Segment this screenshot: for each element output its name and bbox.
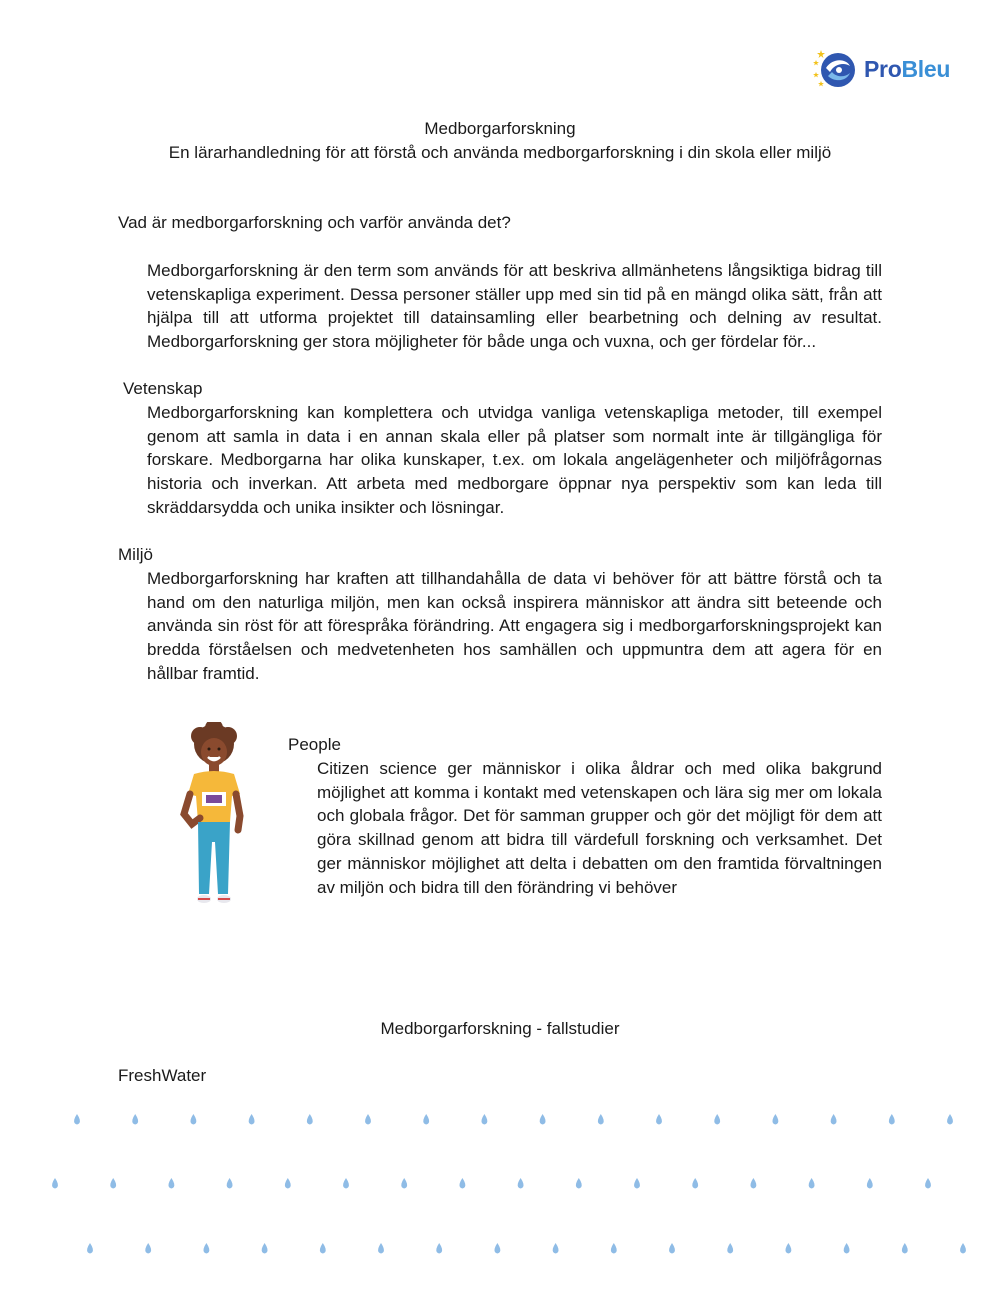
- water-drop-icon: [203, 1243, 209, 1254]
- water-drop-icon: [867, 1178, 873, 1189]
- people-heading: People: [288, 735, 341, 754]
- water-drop-icon: [190, 1114, 196, 1125]
- document-subtitle: En lärarhandledning för att förstå och använda medborgarforskning i din skola eller miljö: [168, 143, 832, 162]
- water-drop-icon: [844, 1243, 850, 1254]
- water-drop-icon: [145, 1243, 151, 1254]
- water-drops-decoration: [0, 1100, 1000, 1280]
- water-drop-icon: [611, 1243, 617, 1254]
- water-drop-icon: [87, 1243, 93, 1254]
- water-drop-icon: [518, 1178, 524, 1189]
- logo-text-pro: Pro: [864, 55, 902, 82]
- logo-text-bleu: Bleu: [901, 55, 951, 82]
- document-title: Medborgarforskning: [424, 119, 576, 138]
- water-drop-icon: [227, 1178, 233, 1189]
- people-paragraph: Citizen science ger människor i olika åldrar och med olika bakgrund möjlighet att komma i kontakt med vetenskapen och lära sig mer om lokala och globala frågor. Det för samman grupper och gör det möjligt för dem att göra skillnad genom att bidra till värdefull forskning och verksamhet. Det ger människor möjlighet att delta i debatten om den framtida förvaltningen av miljön och bidra till den förändring vi behöver: [317, 759, 882, 897]
- water-drop-icon: [540, 1114, 546, 1125]
- water-drop-icon: [947, 1114, 953, 1125]
- water-drop-icon: [714, 1114, 720, 1125]
- water-drop-icon: [925, 1178, 931, 1189]
- environment-heading: Miljö: [118, 545, 153, 564]
- water-drop-icon: [902, 1243, 908, 1254]
- environment-paragraph: Medborgarforskning har kraften att tillhandahålla de data vi behöver för att bättre förstå och ta hand om den naturliga miljön, men kan också inspirera människor att ändra sitt beteende och använda sin röst för att förespråka förändring. Att engagera sig i medborgarforskningsprojekt kan bredda förståelsen och medvetenheten hos samhällen och uppmuntra dem att agera för en hållbar framtid.: [147, 569, 882, 683]
- science-heading: Vetenskap: [123, 379, 203, 398]
- water-drop-icon: [285, 1178, 291, 1189]
- water-drop-icon: [809, 1178, 815, 1189]
- water-drop-icon: [750, 1178, 756, 1189]
- water-drop-icon: [459, 1178, 465, 1189]
- water-drop-icon: [307, 1114, 313, 1125]
- water-drop-icon: [889, 1114, 895, 1125]
- water-drop-icon: [785, 1243, 791, 1254]
- freshwater-heading: FreshWater: [118, 1066, 207, 1085]
- probleu-logo-text: [864, 56, 950, 83]
- water-drop-icon: [378, 1243, 384, 1254]
- water-drop-icon: [423, 1114, 429, 1125]
- water-drop-icon: [831, 1114, 837, 1125]
- water-drop-icon: [494, 1243, 500, 1254]
- water-drop-icon: [960, 1243, 966, 1254]
- water-drop-icon: [365, 1114, 371, 1125]
- water-drop-icon: [692, 1178, 698, 1189]
- intro-heading: Vad är medborgarforskning och varför använda det?: [118, 213, 511, 232]
- water-drop-icon: [436, 1243, 442, 1254]
- probleu-logo: [812, 46, 972, 92]
- water-drop-icon: [343, 1178, 349, 1189]
- water-drop-icon: [262, 1243, 268, 1254]
- water-drop-icon: [401, 1178, 407, 1189]
- water-drop-icon: [669, 1243, 675, 1254]
- water-drop-icon: [598, 1114, 604, 1125]
- water-drop-icon: [110, 1178, 116, 1189]
- water-drop-icon: [656, 1114, 662, 1125]
- case-studies-title: Medborgarforskning - fallstudier: [380, 1019, 620, 1038]
- water-drop-icon: [553, 1243, 559, 1254]
- water-drop-icon: [132, 1114, 138, 1125]
- intro-paragraph: Medborgarforskning är den term som används för att beskriva allmänhetens långsiktiga bidrag till vetenskapliga experiment. Dessa personer ställer upp med sin tid på en mängd olika sätt, från att hjälpa till att utforma projektet till datainsamling eller bearbetning och delning av resultat. Medborgarforskning ger stora möjligheter för både unga och vuxna, och ger fördelar för...: [147, 261, 882, 352]
- water-drop-icon: [168, 1178, 174, 1189]
- water-drop-icon: [576, 1178, 582, 1189]
- water-drop-icon: [772, 1114, 778, 1125]
- water-drop-icon: [52, 1178, 58, 1189]
- water-drop-icon: [249, 1114, 255, 1125]
- water-drop-icon: [634, 1178, 640, 1189]
- water-drop-icon: [320, 1243, 326, 1254]
- probleu-logo-icon: [812, 46, 860, 92]
- water-drop-icon: [481, 1114, 487, 1125]
- science-paragraph: Medborgarforskning kan komplettera och utvidga vanliga vetenskapliga metoder, till exempel genom att samla in data i en annan skala eller på platser som normalt inte är tillgängliga för forskare. Medborgarna har olika kunskaper, t.ex. om lokala angelägenheter och miljöfrågornas historia och inverkan. Att arbeta med medborgare öppnar nya perspektiv som kan leda till skräddarsydda och unika insikter och lösningar.: [147, 403, 882, 517]
- water-drop-icon: [74, 1114, 80, 1125]
- water-drop-icon: [727, 1243, 733, 1254]
- child-illustration-icon: [178, 722, 250, 908]
